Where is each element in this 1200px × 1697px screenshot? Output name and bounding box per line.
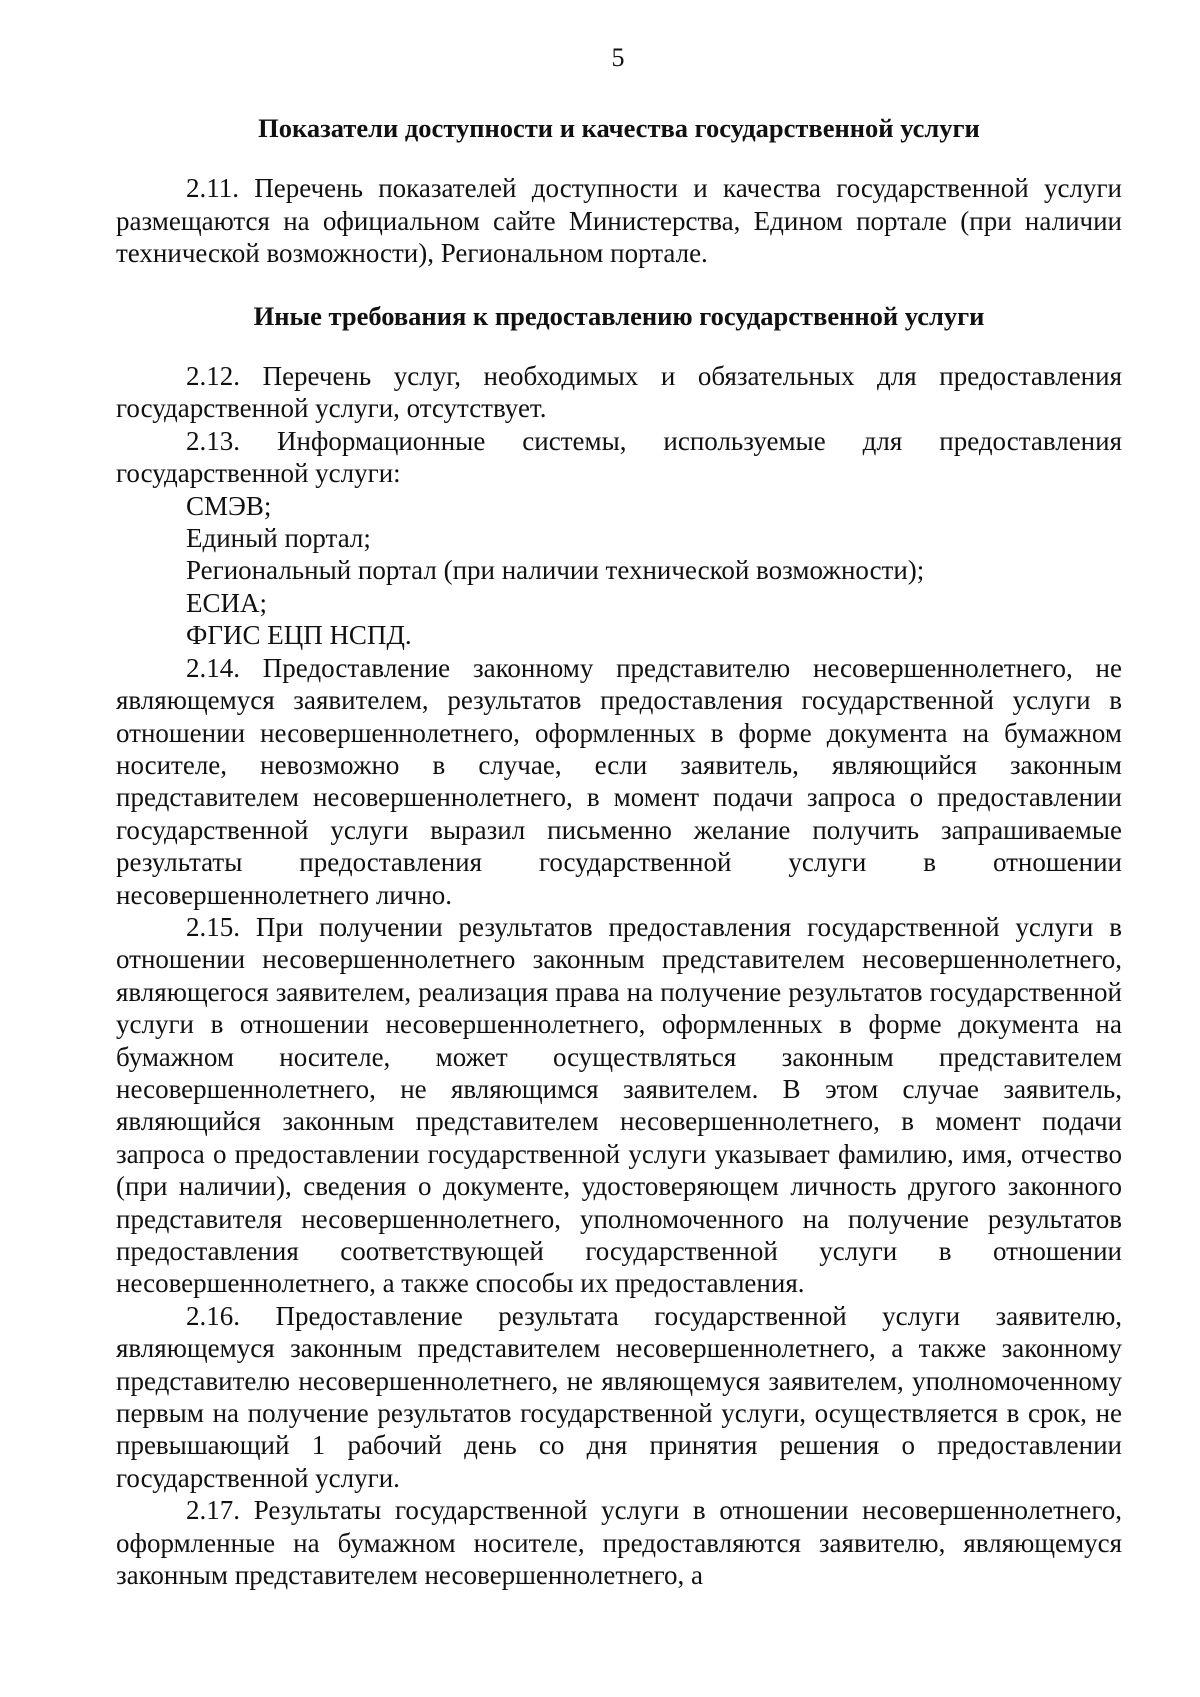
- list-item-fgis: ФГИС ЕЦП НСПД.: [186, 620, 412, 651]
- paragraph-2-11: 2.11. Перечень показателей доступности и качества государственной услуги размещаются на официальном сайте Министерства, Едином портале (при наличии технической возможности), Региональном портале.: [116, 173, 1122, 269]
- page-number: 5: [611, 43, 625, 72]
- section-heading-other-requirements: Иные требования к предоставлению государственной услуги: [253, 300, 985, 331]
- document-body: [116, 100, 1122, 1591]
- list-item-esia: ЕСИА;: [186, 587, 267, 618]
- paragraph-2-14: 2.14. Предоставление законному представителю несовершеннолетнего, не являющемуся заявителем, результатов предоставления государственной услуги в отношении несовершеннолетнего, оформленных в форме документа на бумажном носителе, невозможно в случае, если заявитель, являющийся законным представителем несовершеннолетнего, в момент подачи запроса о предоставлении государственной услуги выразил письменно желание получить запрашиваемые результаты предоставления государственной услуги в отношении несовершеннолетнего лично.: [116, 652, 1122, 910]
- list-item-regional-portal: Региональный портал (при наличии технической возможности);: [186, 555, 925, 586]
- list-item-smev: СМЭВ;: [186, 490, 272, 521]
- paragraph-2-17: 2.17. Результаты государственной услуги в отношении несовершеннолетнего, оформленные на бумажном носителе, предоставляются заявителю, являющемуся законным представителем несовершеннолетнего, а: [116, 1495, 1122, 1591]
- paragraph-2-16: 2.16. Предоставление результата государственной услуги заявителю, являющемуся законным представителем несовершеннолетнего, а также законному представителю несовершеннолетнего, не являющемуся заявителем, уполномоченному первым на получение результатов государственной услуги, осуществляется в срок, не превышающий 1 рабочий день со дня принятия решения о предоставлении государственной услуги.: [116, 1300, 1122, 1493]
- paragraph-2-15: 2.15. При получении результатов предоставления государственной услуги в отношении несовершеннолетнего законным представителем несовершеннолетнего, являющегося заявителем, реализация права на получение результатов государственной услуги в отношении несовершеннолетнего, оформленных в форме документа на бумажном носителе, может осуществляться законным представителем несовершеннолетнего, не являющимся заявителем. В этом случае заявитель, являющийся законным представителем несовершеннолетнего, в момент подачи запроса о предоставлении государственной услуги указывает фамилию, имя, отчество (при наличии), сведения о документе, удостоверяющем личность другого законного представителя несовершеннолетнего, уполномоченного на получение результатов предоставления соответствующей государственной услуги в отношении несовершеннолетнего, а также способы их предоставления.: [116, 911, 1122, 1299]
- list-item-unified-portal: Единый портал;: [186, 523, 371, 554]
- paragraph-2-12: 2.12. Перечень услуг, необходимых и обязательных для предоставления государственной услуги, отсутствует.: [116, 361, 1122, 424]
- paragraph-2-13: 2.13. Информационные системы, используемые для предоставления государственной услуги:: [116, 425, 1122, 489]
- section-heading-availability: Показатели доступности и качества государственной услуги: [258, 113, 980, 143]
- information-systems-list: [116, 490, 1122, 652]
